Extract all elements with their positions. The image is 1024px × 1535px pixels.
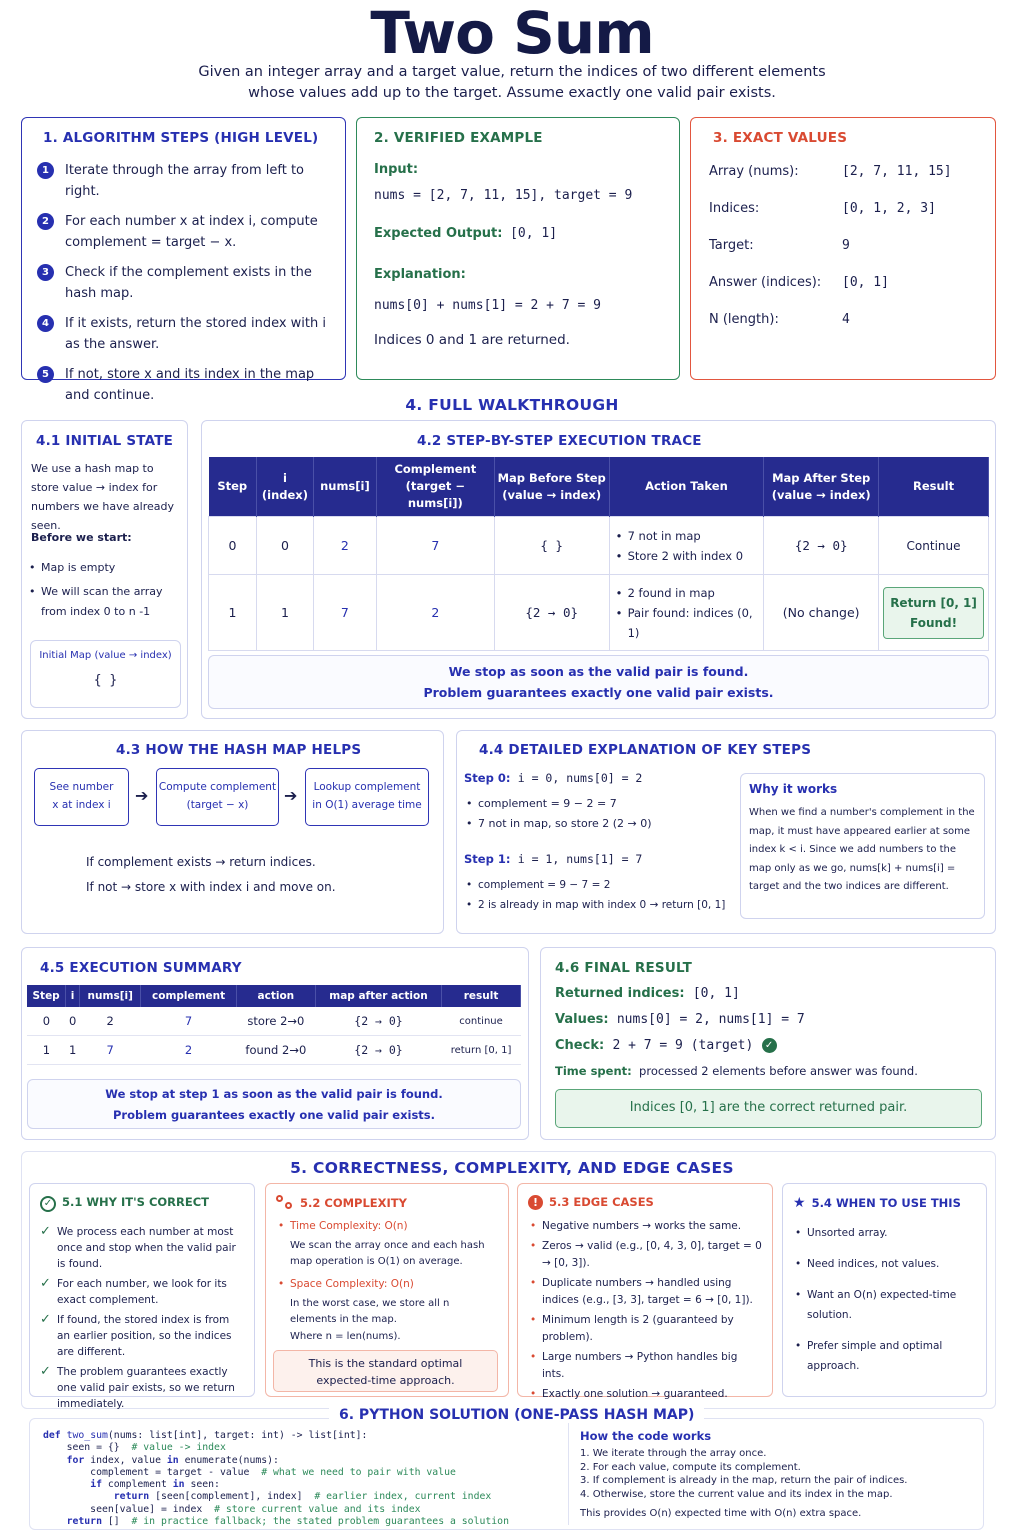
arrow-icon: ➔ [284,786,298,805]
summary-row [27,1036,521,1065]
algorithm-steps-card [21,117,346,403]
how-item-number: 4. [580,1488,593,1500]
returned-label: Returned indices: [555,986,685,1001]
edge-cases-list [528,1218,762,1403]
detailed-explanation-heading: 4.4 DETAILED EXPLANATION OF KEY STEPS [479,742,812,758]
action-item: • Pair found: indices (0, 1) [614,603,760,643]
python-solution-heading: 6. PYTHON SOLUTION (ONE-PASS HASH MAP) [329,1407,704,1423]
edge-cases-card [517,1183,773,1400]
trace-cell-map-after: {2 → 0} [764,517,879,575]
step1-code: i = 1, nums[1] = 7 [517,852,643,866]
step-number-badge: 2 [37,213,54,230]
how-item-text: For each value, compute its complement. [592,1461,801,1473]
expected-value: [0, 1] [510,226,558,241]
summary-column-header: nums[i] [80,985,141,1007]
why-correct-heading: 5.1 WHY IT'S CORRECT [62,1195,210,1209]
check-row [555,1038,777,1053]
initial-map-box [30,640,181,708]
time-value: processed 2 elements before answer was found. [639,1064,918,1078]
step-text: Check if the complement exists in the hash map. [65,265,312,301]
values-value: nums[0] = 2, nums[1] = 7 [616,1012,805,1027]
subtitle-line: Given an integer array and a target value, return the indices of two different elements [198,64,826,80]
complement-missing-text: If not → store x with index i and move on. [86,880,336,894]
step1-line [464,852,642,866]
step-text: For each number x at index i, compute complement = target − x. [65,214,318,250]
trace-column-header: Complement (target − nums[i]) [376,457,494,517]
hash-map-helps-heading: 4.3 HOW THE HASH MAP HELPS [116,742,362,758]
summary-column-header: result [442,985,521,1007]
where-n-text: Where n = len(nums). [290,1331,401,1342]
initial-state-heading: 4.1 INITIAL STATE [36,433,174,449]
space-complexity-label: • Space Complexity: O(n) [276,1276,498,1293]
complexity-heading-row [276,1195,498,1210]
flow-see-number [34,768,129,826]
complexity-card [265,1183,509,1397]
how-code-works-footer: This provides O(n) expected time with O(n) extra space. [580,1508,862,1519]
step0-code: i = 0, nums[0] = 2 [517,771,643,785]
when-to-use-item: • Want an O(n) expected-time solution. [793,1285,976,1325]
algorithm-step [37,262,327,304]
trace-column-header: nums[i] [313,457,376,517]
algorithm-step [37,211,327,253]
exact-value-row [709,198,989,219]
verified-example-heading: 2. VERIFIED EXAMPLE [374,130,543,146]
returned-text: Indices 0 and 1 are returned. [374,332,570,348]
action-item: • 7 not in map [614,526,760,546]
exact-value-key: Answer (indices): [709,275,822,290]
summary-column-header: action [236,985,315,1007]
exact-value-value: 9 [842,238,850,253]
algorithm-steps-heading: 1. ALGORITHM STEPS (HIGH LEVEL) [43,130,319,146]
found-badge [883,587,984,639]
edge-case-item: • Negative numbers → works the same. [528,1218,762,1235]
exact-value-value: [0, 1, 2, 3] [842,201,936,216]
why-it-works-box [740,773,985,919]
trace-cell-step: 0 [209,517,257,575]
exact-values-list [709,161,989,346]
how-code-works [580,1429,980,1519]
how-code-works-item [580,1461,980,1475]
flow-line: See number [49,781,114,793]
exact-value-key: N (length): [709,312,779,327]
trace-cell-action [609,517,764,575]
summary-cell: 7 [80,1036,141,1065]
note-line: Problem guarantees exactly one valid pair exists. [112,1108,436,1122]
when-to-use-item: • Prefer simple and optimal approach. [793,1336,976,1376]
trace-cell-complement: 7 [376,517,494,575]
flow-line: (target − x) [186,799,249,811]
final-result-card [540,947,996,1140]
execution-trace-heading: 4.2 STEP-BY-STEP EXECUTION TRACE [417,433,702,449]
summary-cell: {2 → 0} [315,1036,441,1065]
section5-title: 5. CORRECTNESS, COMPLEXITY, AND EDGE CASES [290,1159,734,1177]
trace-column-header: Step [209,457,257,517]
how-item-number: 2. [580,1461,593,1473]
exact-value-row [709,161,989,182]
exact-value-row [709,272,989,293]
trace-stop-note [208,655,989,709]
subtitle-line: whose values add up to the target. Assume exactly one valid pair exists. [248,85,776,101]
trace-column-header: Result [879,457,989,517]
complexity-heading: 5.2 COMPLEXITY [300,1196,407,1210]
summary-cell: 7 [141,1007,236,1036]
time-label: Time spent: [555,1064,632,1078]
step-number-badge: 1 [37,162,54,179]
step0-list [464,794,652,834]
exact-value-value: 4 [842,312,850,327]
exact-value-key: Indices: [709,201,760,216]
exact-value-value: [0, 1] [842,275,889,290]
trace-cell-num: 2 [313,517,376,575]
trace-cell-action [609,575,764,651]
trace-cell-complement: 2 [376,575,494,651]
why-correct-item: ✓ For each number, we look for its exact complement. [40,1276,244,1308]
python-code-block: def two_sum(nums: list[int], target: int) -> list[int]: seen = {} # value -> index for index, value in enumerate(nums): complement = target - value # what we need to pair with value if complement in seen: return [seen[complement], index] # earlier index, current index seen[value] = index # store current value and its index return [] # in practice fallback; the stated problem guarantees a solution [43,1430,509,1528]
flow-lookup-complement [305,768,429,826]
when-to-use-heading-row [793,1195,976,1211]
summary-cell: 2 [80,1007,141,1036]
trace-row [209,575,989,651]
flow-line: x at index i [52,799,111,811]
execution-trace-card [201,420,996,719]
summary-column-header: i [66,985,80,1007]
trace-column-header: Map Before Step (value → index) [494,457,609,517]
summary-cell: {2 → 0} [315,1007,441,1036]
edge-cases-heading-row [528,1195,762,1210]
values-label: Values: [555,1012,609,1027]
initial-map-value: { } [93,673,118,688]
complement-exists-text: If complement exists → return indices. [86,855,316,869]
summary-row [27,1007,521,1036]
edge-case-item: • Zeros → valid (e.g., [0, 4, 3, 0], target = 0 → [0, 3]). [528,1238,762,1272]
step1-item: • 2 is already in map with index 0 → return [0, 1] [464,895,739,915]
exact-value-row [709,309,989,330]
trace-cell-num: 7 [313,575,376,651]
note-line: Problem guarantees exactly one valid pair exists. [423,685,774,700]
when-to-use-item: • Need indices, not values. [793,1254,976,1274]
execution-summary-card [21,947,529,1140]
trace-row [209,517,989,575]
edge-case-item: • Large numbers → Python handles big ints. [528,1349,762,1383]
execution-summary-heading: 4.5 EXECUTION SUMMARY [40,960,242,976]
check-circle-icon: ✓ [762,1038,777,1053]
initial-state-list [27,558,182,622]
when-to-use-item: • Unsorted array. [793,1223,976,1243]
step0-item: • 7 not in map, so store 2 (2 → 0) [464,814,652,834]
detailed-explanation-card [456,730,996,934]
exact-value-key: Array (nums): [709,164,799,179]
summary-cell: 2 [141,1036,236,1065]
returned-indices-row [555,986,740,1001]
step-text: If it exists, return the stored index with i as the answer. [65,316,327,352]
values-row [555,1012,805,1027]
step-number-badge: 3 [37,264,54,281]
how-code-works-heading: How the code works [580,1429,712,1443]
final-result-banner: Indices [0, 1] are the correct returned pair. [555,1089,982,1128]
complexity-list [276,1218,498,1235]
page-title: Two Sum [370,0,654,67]
final-result-heading: 4.6 FINAL RESULT [555,960,692,976]
initial-item: • Map is empty [27,558,182,578]
note-line: We stop at step 1 as soon as the valid pair is found. [105,1087,443,1101]
trace-cell-step: 1 [209,575,257,651]
returned-value: [0, 1] [692,986,740,1001]
step-text: Iterate through the array from left to right. [65,163,304,199]
step1-label: Step 1: [464,852,511,866]
flow-line: in O(1) average time [312,799,422,811]
time-spent-row [555,1064,918,1078]
when-to-use-heading: 5.4 WHEN TO USE THIS [811,1196,961,1210]
walkthrough-title: 4. FULL WALKTHROUGH [405,396,619,414]
complexity-list [276,1276,498,1293]
found-badge-line: Found! [909,615,958,630]
step1-item: • complement = 9 − 7 = 2 [464,875,739,895]
why-correct-heading-row [40,1195,244,1212]
summary-cell: 0 [66,1007,80,1036]
step-number-badge: 5 [37,366,54,383]
divider [568,1423,569,1525]
initial-state-desc: We use a hash map to store value → index for numbers we have already seen. [31,462,174,532]
summary-cell: 1 [27,1036,66,1065]
time-complexity-label: • Time Complexity: O(n) [276,1218,498,1235]
trace-cell-result [879,575,989,651]
input-label: Input: [374,162,419,177]
when-to-use-list [793,1223,976,1376]
why-correct-item: ✓ If found, the stored index is from an earlier position, so the indices are different. [40,1312,244,1360]
why-it-works-heading: Why it works [749,782,838,796]
how-item-text: We iterate through the array once. [592,1448,767,1459]
network-icon [276,1195,292,1209]
how-item-text: If complement is already in the map, return the pair of indices. [592,1475,908,1486]
note-line: We stop as soon as the valid pair is found. [448,664,749,679]
initial-item: • We will scan the array from index 0 to n -1 [27,582,182,622]
expected-label: Expected Output: [374,226,503,241]
space-complexity-text: In the worst case, we store all n elements in the map. [290,1298,450,1325]
how-code-works-item [580,1488,980,1502]
step1-list [464,875,739,915]
summary-column-header: complement [141,985,236,1007]
trace-cell-map-before: { } [494,517,609,575]
exact-value-value: [2, 7, 11, 15] [842,164,952,179]
arrow-icon: ➔ [135,786,149,805]
hash-map-helps-card [21,730,444,934]
before-start-label: Before we start: [31,531,132,544]
why-it-works-text: When we find a number's complement in the map, it must have appeared earlier at some index k < i. Since we add numbers to the map only as we go, nums[k] + nums[i] = target and the two indices are different. [749,807,975,892]
summary-column-header: map after action [315,985,441,1007]
expected-output [374,226,557,241]
edge-case-item: • Minimum length is 2 (guaranteed by problem). [528,1312,762,1346]
alert-icon: ! [528,1195,543,1210]
edge-case-item: • Exactly one solution → guaranteed. [528,1386,762,1403]
found-badge-line: Return [0, 1] [890,595,977,610]
summary-stop-note [27,1079,521,1129]
exact-value-row [709,235,989,256]
flow-line: Lookup complement [313,781,421,793]
summary-cell: found 2→0 [236,1036,315,1065]
trace-cell-map-after: (No change) [764,575,879,651]
action-item: • 2 found in map [614,583,760,603]
trace-cell-map-before: {2 → 0} [494,575,609,651]
how-item-text: Otherwise, store the current value and its index in the map. [592,1488,893,1500]
input-code: nums = [2, 7, 11, 15], target = 9 [374,188,633,203]
trace-column-header: i (index) [256,457,313,517]
complexity-note: This is the standard optimal expected-time approach. [273,1350,498,1392]
step0-label: Step 0: [464,771,511,785]
step-number-badge: 4 [37,315,54,332]
why-correct-item: ✓ We process each number at most once and stop when the valid pair is found. [40,1224,244,1272]
initial-map-label: Initial Map (value → index) [39,650,172,661]
how-code-works-item [580,1447,980,1461]
page-subtitle [150,62,874,104]
how-item-number: 1. [580,1448,593,1459]
execution-trace-table [208,457,989,651]
verified-example-card [356,117,680,380]
explanation-code: nums[0] + nums[1] = 2 + 7 = 9 [374,298,601,313]
edge-cases-heading: 5.3 EDGE CASES [549,1195,654,1209]
action-item: • Store 2 with index 0 [614,546,760,566]
action-list [614,526,760,566]
algorithm-step [37,313,327,355]
why-correct-list [40,1224,244,1412]
exact-values-card [690,117,996,380]
summary-cell: continue [442,1007,521,1036]
exact-values-heading: 3. EXACT VALUES [713,130,848,146]
star-icon: ★ [793,1195,806,1211]
why-correct-item: ✓ The problem guarantees exactly one valid pair exists, so we return immediately. [40,1364,244,1412]
summary-column-header: Step [27,985,66,1007]
summary-cell: store 2→0 [236,1007,315,1036]
algorithm-step-list [37,160,327,415]
check-circle-icon: ✓ [40,1196,56,1212]
explanation-label: Explanation: [374,267,466,282]
step0-item: • complement = 9 − 2 = 7 [464,794,652,814]
step0-line [464,771,642,785]
initial-state-card [21,420,188,719]
action-list [614,583,760,643]
execution-summary-table [27,985,521,1065]
time-complexity-text: We scan the array once and each hash map operation is O(1) on average. [290,1240,485,1267]
how-code-works-item [580,1474,980,1488]
trace-cell-result: Continue [879,517,989,575]
why-correct-card [29,1183,255,1410]
check-label: Check: [555,1038,605,1053]
how-item-number: 3. [580,1475,593,1486]
when-to-use-card [782,1183,987,1397]
summary-cell: 1 [66,1036,80,1065]
trace-column-header: Map After Step (value → index) [764,457,879,517]
trace-cell-index: 1 [256,575,313,651]
check-value: 2 + 7 = 9 (target) [612,1038,754,1053]
how-code-works-list [580,1447,980,1501]
edge-case-item: • Duplicate numbers → handled using indices (e.g., [3, 3], target = 6 → [0, 1]). [528,1275,762,1309]
trace-cell-index: 0 [256,517,313,575]
exact-value-key: Target: [709,238,754,253]
algorithm-step [37,160,327,202]
summary-cell: 0 [27,1007,66,1036]
summary-cell: return [0, 1] [442,1036,521,1065]
flow-compute-complement [156,768,279,826]
trace-column-header: Action Taken [609,457,764,517]
flow-line: Compute complement [158,781,277,793]
step-text: If not, store x and its index in the map and continue. [65,367,315,403]
